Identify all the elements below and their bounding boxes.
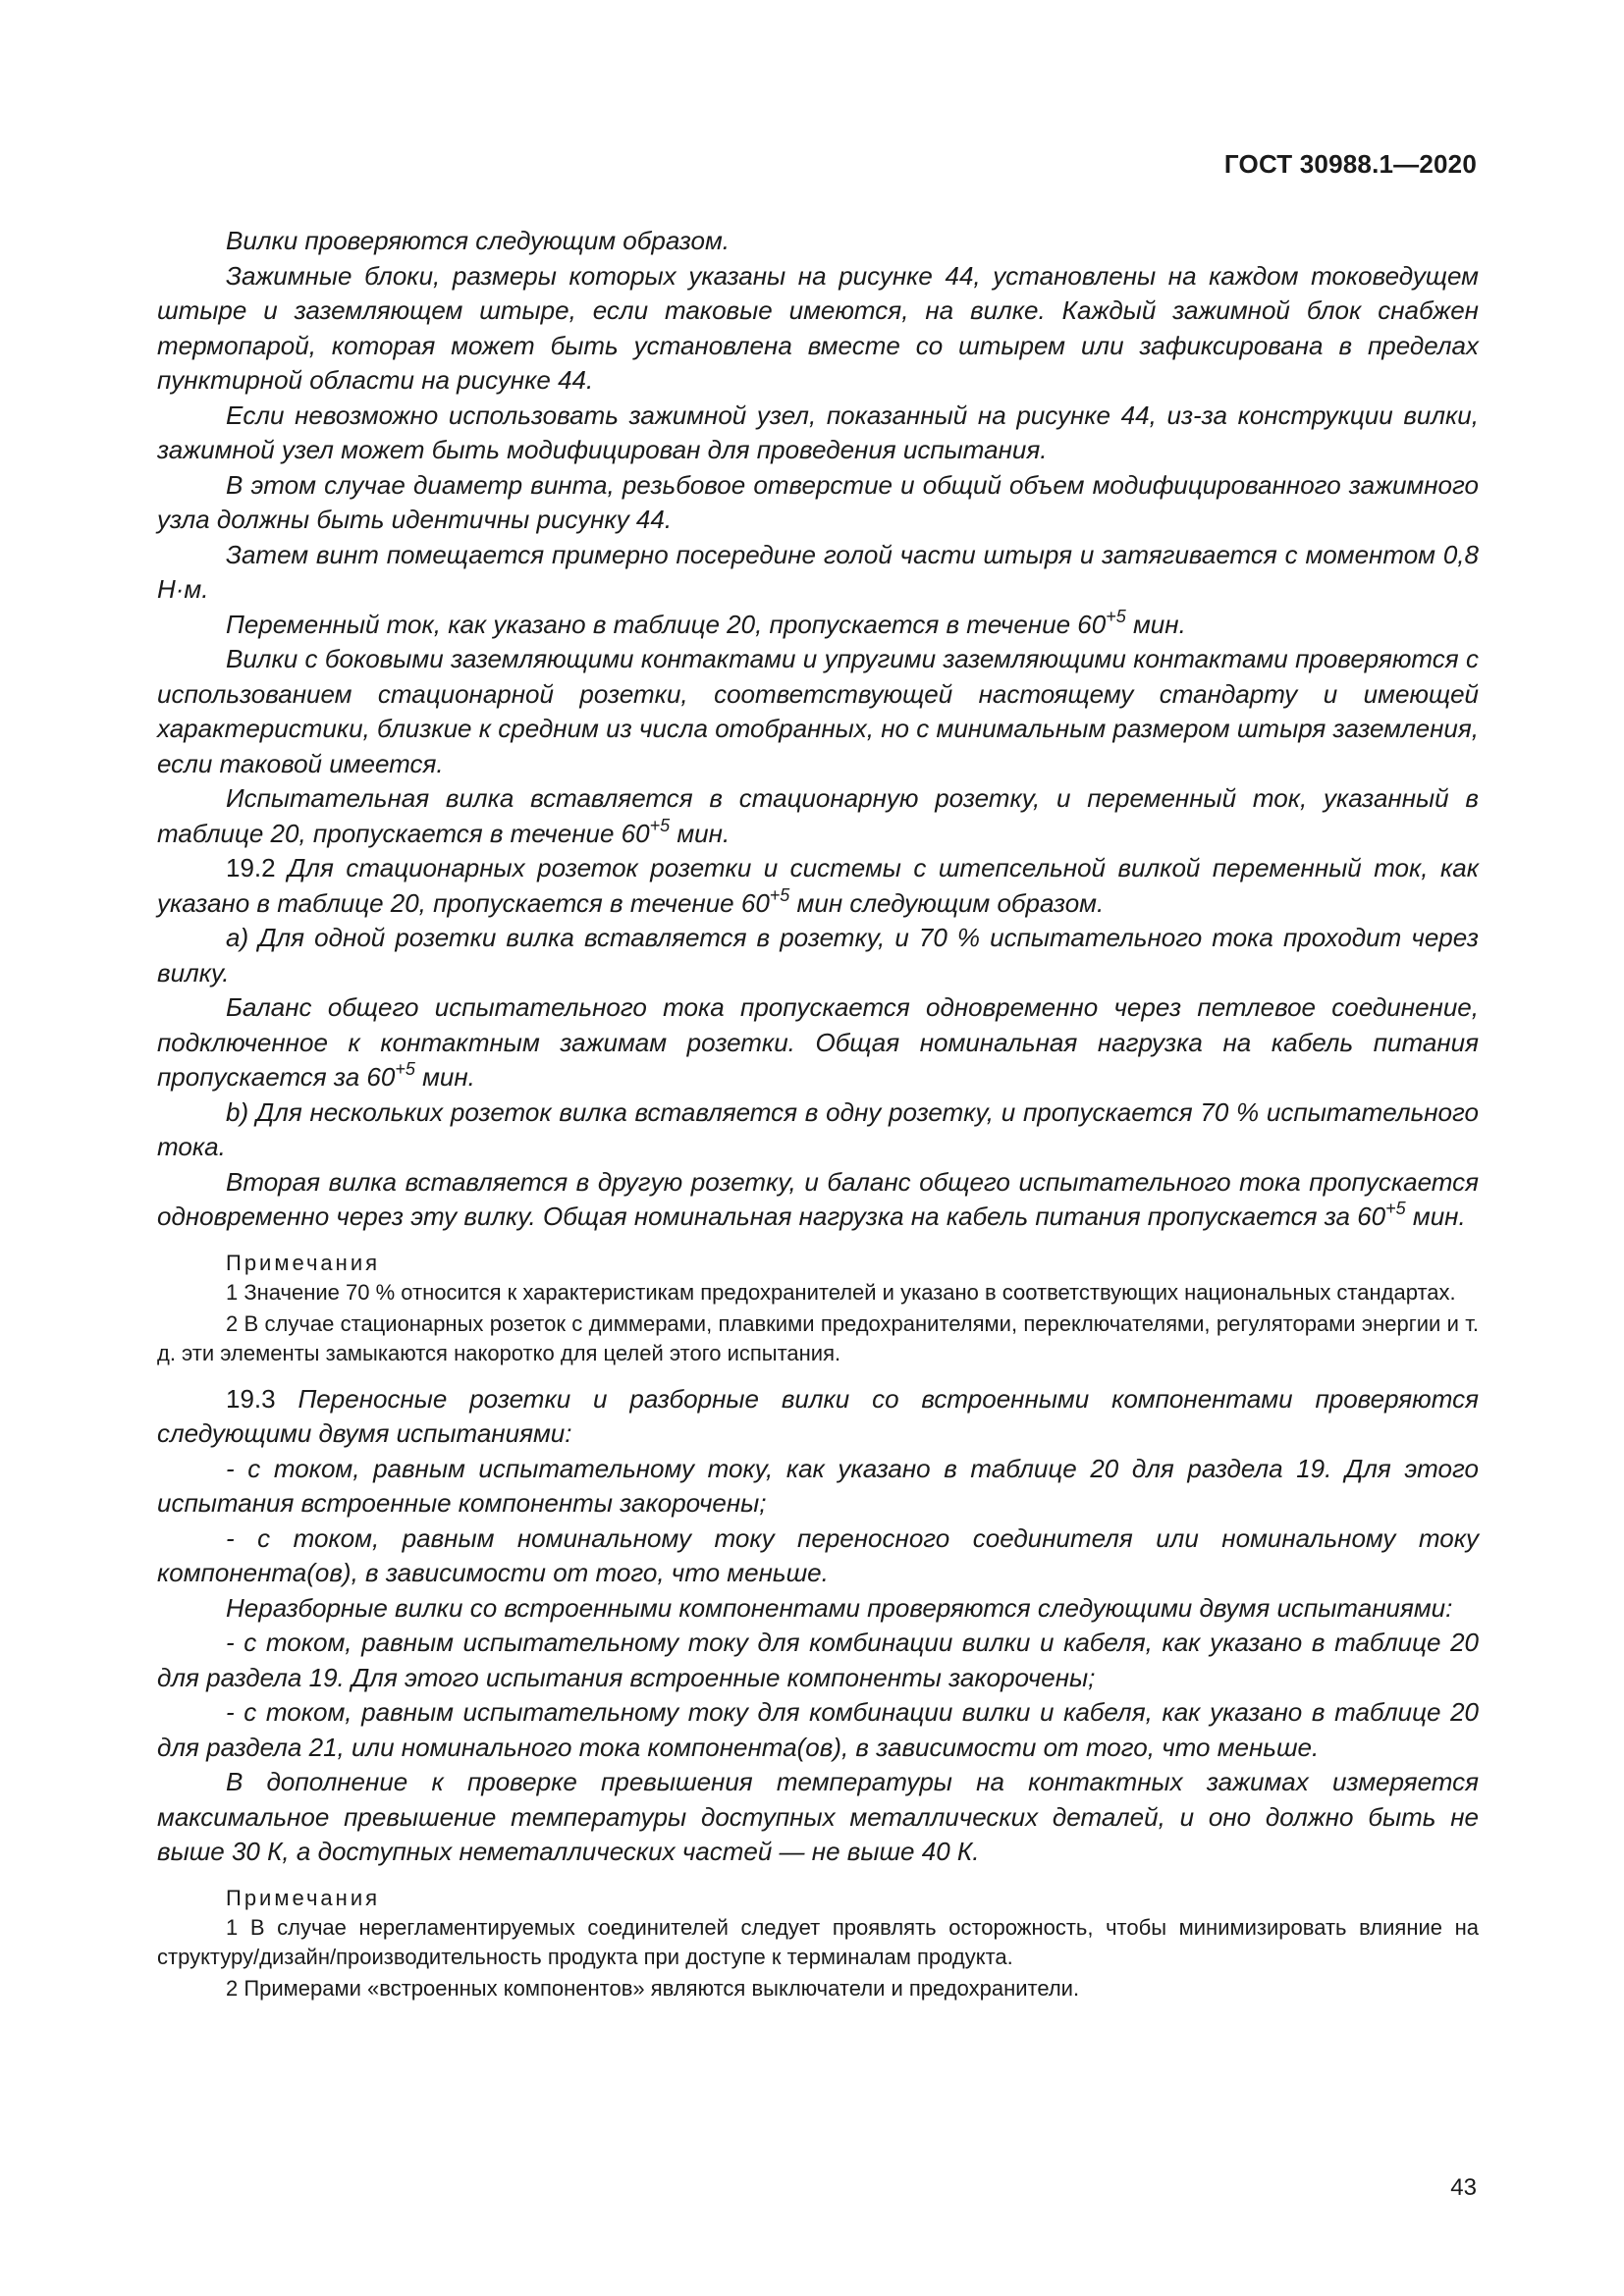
text-run: Переносные розетки и разборные вилки со встроенными компонентами проверяются следующими двумя испытаниями: bbox=[157, 1383, 1479, 1448]
standard-header: ГОСТ 30988.1—2020 bbox=[1223, 149, 1477, 179]
paragraph: Неразборные вилки со встроенными компонентами проверяются следующими двумя испытаниями: bbox=[226, 1592, 1453, 1623]
text-run: мин. bbox=[670, 818, 731, 848]
text-run: Испытательная вилка вставляется в стационарную розетку, и переменный ток, указанный в таблице 20, пропускается в течение 60 bbox=[157, 783, 1479, 848]
paragraph bbox=[157, 990, 1479, 1095]
text-run: мин. bbox=[414, 1062, 475, 1092]
note-item: 2 В случае стационарных розеток с диммерами, плавкими предохранителями, переключателями, регуляторами энергии и т. д. эти элементы замыкаются накоротко для целей этого испытания. bbox=[157, 1310, 1479, 1365]
list-item: - с током, равным испытательному току для комбинации вилки и кабеля, как указано в таблице 20 для раздела 21, или номинального тока компонента(ов), в зависимости от того, что меньше. bbox=[157, 1697, 1479, 1762]
page-number: 43 bbox=[1450, 2174, 1477, 2201]
text-run: мин. bbox=[1125, 609, 1186, 639]
tolerance-superscript: +5 bbox=[1106, 606, 1126, 626]
notes-heading: Примечания bbox=[226, 1250, 381, 1275]
text-run: Переменный ток, как указано в таблице 20, пропускается в течение 60 bbox=[226, 609, 1107, 639]
paragraph bbox=[157, 781, 1479, 851]
clause-number: 19.3 bbox=[226, 1383, 276, 1414]
note-item: 1 В случае нерегламентируемых соединителей следует проявлять осторожность, чтобы минимизировать влияние на структуру/дизайн/производительность продукта при доступе к терминалам продукта. bbox=[157, 1914, 1479, 1969]
tolerance-superscript: +5 bbox=[769, 884, 790, 905]
list-item: - с током, равным испытательному току для комбинации вилки и кабеля, как указано в таблице 20 для раздела 19. Для этого испытания встроенные компоненты закорочены; bbox=[157, 1628, 1479, 1692]
tolerance-superscript: +5 bbox=[649, 815, 671, 835]
list-item: - с током, равным испытательному току, как указано в таблице 20 для раздела 19. Для этого испытания встроенные компоненты закорочены; bbox=[157, 1453, 1479, 1518]
paragraph-19-3 bbox=[157, 1382, 1479, 1452]
text-run: мин следующим образом. bbox=[789, 887, 1105, 918]
paragraph: Если невозможно использовать зажимной узел, показанный на рисунке 44, из-за конструкции вилки, зажимной узел может быть модифицирован для проведения испытания. bbox=[157, 400, 1479, 464]
note-item: 2 Примерами «встроенных компонентов» являются выключатели и предохранители. bbox=[226, 1975, 1080, 2001]
clause-number: 19.2 bbox=[226, 853, 276, 882]
notes-heading: Примечания bbox=[226, 1885, 381, 1910]
paragraph: а) Для одной розетки вилка вставляется в розетку, и 70 % испытательного тока проходит через вилку. bbox=[157, 923, 1479, 988]
body-text bbox=[157, 224, 1479, 2003]
text-run: мин. bbox=[1405, 1201, 1466, 1231]
text-run: Вторая вилка вставляется в другую розетку, и баланс общего испытательного тока пропускается одновременно через эту вилку. Общая номинальная нагрузка на кабель питания пропускается за 60 bbox=[157, 1166, 1479, 1231]
paragraph: Вилки с боковыми заземляющими контактами и упругими заземляющими контактами проверяются с использованием стационарной розетки, соответствующей настоящему стандарту и имеющей характеристики, близкие к средним из числа отобранных, но с минимальным размером штыря заземления, если таковой имеется. bbox=[157, 644, 1479, 778]
text-run: Для стационарных розеток розетки и системы с штепсельной вилкой переменный ток, как указано в таблице 20, пропускается в течение 60 bbox=[157, 853, 1479, 918]
paragraph bbox=[157, 1165, 1479, 1235]
tolerance-superscript: +5 bbox=[1385, 1199, 1406, 1218]
paragraph: b) Для нескольких розеток вилка вставляется в одну розетку, и пропускается 70 % испытательного тока. bbox=[157, 1096, 1479, 1161]
note-item: 1 Значение 70 % относится к характеристикам предохранителей и указано в соответствующих национальных стандартах. bbox=[226, 1279, 1456, 1305]
spacer bbox=[157, 1368, 1479, 1382]
paragraph: В дополнение к проверке превышения температуры на контактных зажимах измеряется максимальное превышение температуры доступных металлических деталей, и оно должно быть не выше 30 К, а доступных неметаллических частей — не выше 40 К. bbox=[157, 1767, 1479, 1866]
text-run: Баланс общего испытательного тока пропускается одновременно через петлевое соединение, подключенное к контактным зажимам розетки. Общая номинальная нагрузка на кабель питания пропускается за 60 bbox=[157, 992, 1479, 1092]
paragraph: В этом случае диаметр винта, резьбовое отверстие и общий объем модифицированного зажимного узла должны быть идентичны рисунку 44. bbox=[157, 469, 1479, 534]
list-item: - с током, равным номинальному току переносного соединителя или номинальному току компонента(ов), в зависимости от того, что меньше. bbox=[157, 1522, 1479, 1587]
paragraph bbox=[157, 608, 1479, 643]
paragraph: Зажимные блоки, размеры которых указаны на рисунке 44, установлены на каждом токоведущем штыре и заземляющем штыре, если таковые имеются, на вилке. Каждый зажимной блок снабжен термопарой, которая может быть установлена вместе со штырем или зафиксирована в пределах пунктирной области на рисунке 44. bbox=[157, 260, 1479, 395]
tolerance-superscript: +5 bbox=[395, 1059, 415, 1079]
paragraph: Затем винт помещается примерно посередине голой части штыря и затягивается с моментом 0,8 Н·м. bbox=[157, 539, 1479, 604]
paragraph: Вилки проверяются следующим образом. bbox=[226, 226, 731, 255]
paragraph-19-2 bbox=[157, 851, 1479, 921]
